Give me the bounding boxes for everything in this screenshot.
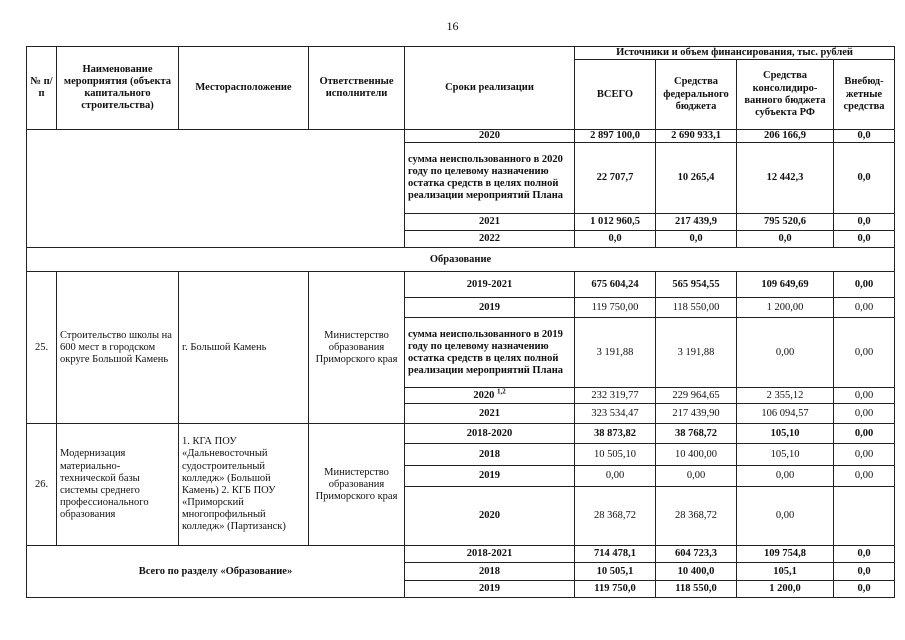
federal-cell: 565 954,55 [656, 272, 737, 298]
total-cell: 2 897 100,0 [575, 130, 656, 143]
footnote-marker: 1,2 [496, 387, 506, 396]
header-extra: Внебюд-жетные средства [834, 60, 895, 130]
regional-cell: 109 649,69 [737, 272, 834, 298]
extra-cell: 0,0 [834, 546, 895, 563]
federal-cell: 38 768,72 [656, 424, 737, 444]
total-cell: 1 012 960,5 [575, 214, 656, 231]
section-total-label: Всего по разделу «Образование» [27, 546, 405, 598]
federal-cell: 28 368,72 [656, 487, 737, 546]
header-responsible: Ответственные исполнители [309, 47, 405, 130]
total-cell: 22 707,7 [575, 143, 656, 214]
item-name: Модернизация материально-технической базы системы среднего профессионального образования [57, 424, 179, 546]
extra-cell: 0,0 [834, 143, 895, 214]
regional-cell: 109 754,8 [737, 546, 834, 563]
federal-cell: 10 265,4 [656, 143, 737, 214]
page-number: 16 [446, 19, 459, 33]
federal-cell: 229 964,65 [656, 388, 737, 404]
total-cell: 675 604,24 [575, 272, 656, 298]
period-cell: 2019 [405, 581, 575, 598]
item-responsible: Министерство образования Приморского края [309, 272, 405, 424]
regional-cell: 0,0 [737, 231, 834, 248]
financing-table [26, 46, 895, 598]
item-location: 1. КГА ПОУ «Дальневосточный судостроительный колледж» (Большой Камень) 2. КГБ ПОУ «Приморский многопрофильный колледж» (Партизанск) [179, 424, 309, 546]
extra-cell: 0,00 [834, 318, 895, 388]
total-cell: 10 505,10 [575, 444, 656, 466]
federal-cell: 604 723,3 [656, 546, 737, 563]
total-cell: 323 534,47 [575, 404, 656, 424]
federal-cell: 3 191,88 [656, 318, 737, 388]
total-cell: 232 319,77 [575, 388, 656, 404]
extra-cell: 0,0 [834, 214, 895, 231]
federal-cell: 0,0 [656, 231, 737, 248]
extra-cell: 0,0 [834, 130, 895, 143]
header-regional: Средства консолидиро-ванного бюджета субъекта РФ [737, 60, 834, 130]
total-cell: 28 368,72 [575, 487, 656, 546]
extra-cell: 0,00 [834, 298, 895, 318]
item-name: Строительство школы на 600 мест в городском округе Большой Камень [57, 272, 179, 424]
extra-cell: 0,00 [834, 272, 895, 298]
item-responsible: Министерство образования Приморского края [309, 424, 405, 546]
period-cell: 2021 [405, 214, 575, 231]
period-cell [405, 388, 575, 404]
regional-cell: 0,00 [737, 466, 834, 487]
period-cell: 2020 [405, 487, 575, 546]
period-cell: сумма неиспользованного в 2019 году по целевому назначению остатка средств в целях полной реализации мероприятий Плана [405, 318, 575, 388]
item-location: г. Большой Камень [179, 272, 309, 424]
period-cell: 2019 [405, 298, 575, 318]
total-cell: 3 191,88 [575, 318, 656, 388]
period-cell: 2018 [405, 444, 575, 466]
regional-cell: 105,10 [737, 444, 834, 466]
blank-merged-cell [27, 130, 405, 248]
federal-cell: 2 690 933,1 [656, 130, 737, 143]
table-row [27, 272, 895, 298]
header-row-1 [27, 47, 895, 60]
total-cell: 0,0 [575, 231, 656, 248]
federal-cell: 10 400,00 [656, 444, 737, 466]
federal-cell: 10 400,0 [656, 563, 737, 581]
period-cell: 2018 [405, 563, 575, 581]
federal-cell: 118 550,0 [656, 581, 737, 598]
regional-cell: 795 520,6 [737, 214, 834, 231]
section-title: Образование [27, 248, 895, 272]
header-name: Наименование мероприятия (объекта капитального строительства) [57, 47, 179, 130]
period-cell: 2018-2020 [405, 424, 575, 444]
total-cell: 714 478,1 [575, 546, 656, 563]
period-text: 2020 [473, 389, 495, 401]
regional-cell: 206 166,9 [737, 130, 834, 143]
table-row [27, 424, 895, 444]
regional-cell: 2 355,12 [737, 388, 834, 404]
regional-cell: 12 442,3 [737, 143, 834, 214]
regional-cell: 105,1 [737, 563, 834, 581]
header-timing: Сроки реализации [405, 47, 575, 130]
section-row [27, 248, 895, 272]
extra-cell: 0,00 [834, 444, 895, 466]
extra-cell: 0,00 [834, 466, 895, 487]
regional-cell: 1 200,0 [737, 581, 834, 598]
total-cell: 119 750,0 [575, 581, 656, 598]
header-federal: Средства федерального бюджета [656, 60, 737, 130]
total-cell: 0,00 [575, 466, 656, 487]
period-cell: 2018-2021 [405, 546, 575, 563]
extra-cell: 0,00 [834, 388, 895, 404]
period-cell: 2021 [405, 404, 575, 424]
total-cell: 119 750,00 [575, 298, 656, 318]
total-cell: 38 873,82 [575, 424, 656, 444]
regional-cell: 106 094,57 [737, 404, 834, 424]
federal-cell: 118 550,00 [656, 298, 737, 318]
period-cell: 2019 [405, 466, 575, 487]
extra-cell: 0,0 [834, 563, 895, 581]
period-cell: сумма неиспользованного в 2020 году по целевому назначению остатка средств в целях полной реализации мероприятий Плана [405, 143, 575, 214]
total-cell: 10 505,1 [575, 563, 656, 581]
header-sources: Источники и объем финансирования, тыс. рублей [575, 47, 895, 60]
item-number: 25. [27, 272, 57, 424]
extra-cell: 0,0 [834, 581, 895, 598]
federal-cell: 0,00 [656, 466, 737, 487]
header-total: ВСЕГО [575, 60, 656, 130]
period-cell: 2022 [405, 231, 575, 248]
regional-cell: 0,00 [737, 318, 834, 388]
regional-cell: 0,00 [737, 487, 834, 546]
table-row [27, 130, 895, 143]
regional-cell: 1 200,00 [737, 298, 834, 318]
header-location: Месторасположение [179, 47, 309, 130]
item-number: 26. [27, 424, 57, 546]
extra-cell: 0,00 [834, 404, 895, 424]
header-num: № п/п [27, 47, 57, 130]
extra-cell: 0,00 [834, 424, 895, 444]
federal-cell: 217 439,9 [656, 214, 737, 231]
table-row [27, 546, 895, 563]
regional-cell: 105,10 [737, 424, 834, 444]
period-cell: 2020 [405, 130, 575, 143]
period-cell: 2019-2021 [405, 272, 575, 298]
extra-cell [834, 487, 895, 546]
federal-cell: 217 439,90 [656, 404, 737, 424]
extra-cell: 0,0 [834, 231, 895, 248]
